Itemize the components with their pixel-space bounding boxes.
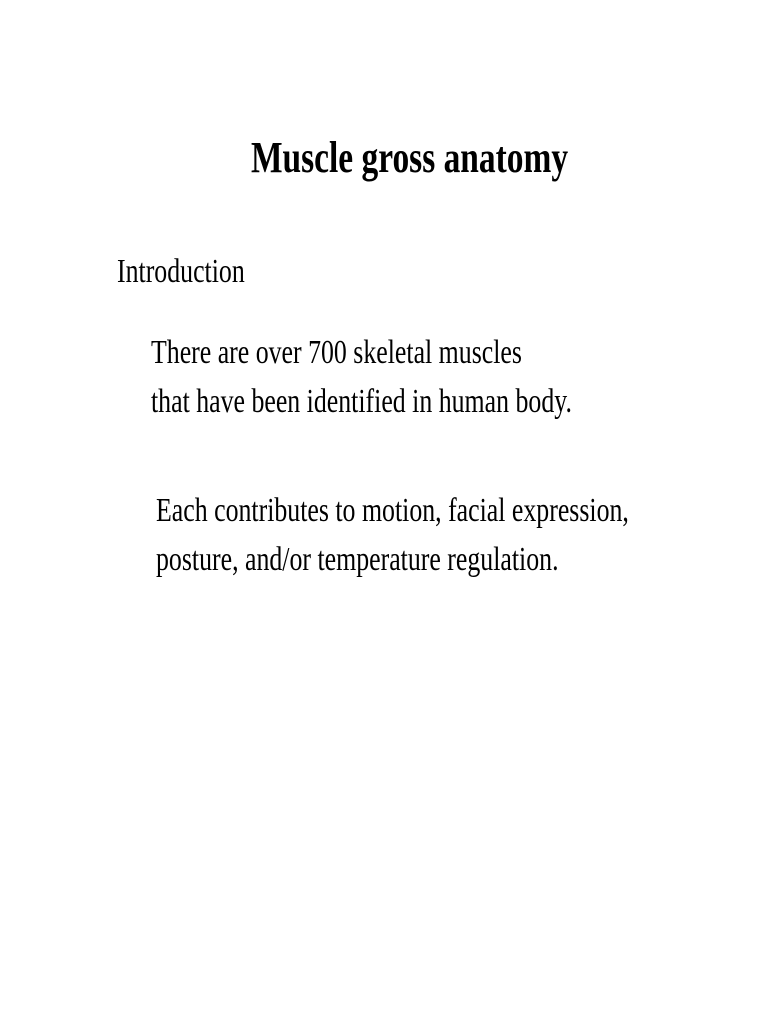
paragraph-line: Each contributes to motion, facial expression,	[156, 492, 629, 529]
paragraph-muscle-functions	[156, 486, 768, 584]
section-heading-text: Introduction	[117, 253, 245, 290]
paragraph-line: There are over 700 skeletal muscles	[151, 334, 522, 371]
paragraph-text	[156, 486, 629, 584]
paragraph-skeletal-muscles	[151, 328, 705, 426]
paragraph-line: posture, and/or temperature regulation.	[156, 541, 559, 578]
paragraph-text	[151, 328, 572, 426]
section-heading-introduction	[117, 252, 285, 292]
page-title	[251, 132, 668, 184]
page-title-text: Muscle gross anatomy	[251, 133, 569, 182]
paragraph-line: that have been identified in human body.	[151, 383, 572, 420]
